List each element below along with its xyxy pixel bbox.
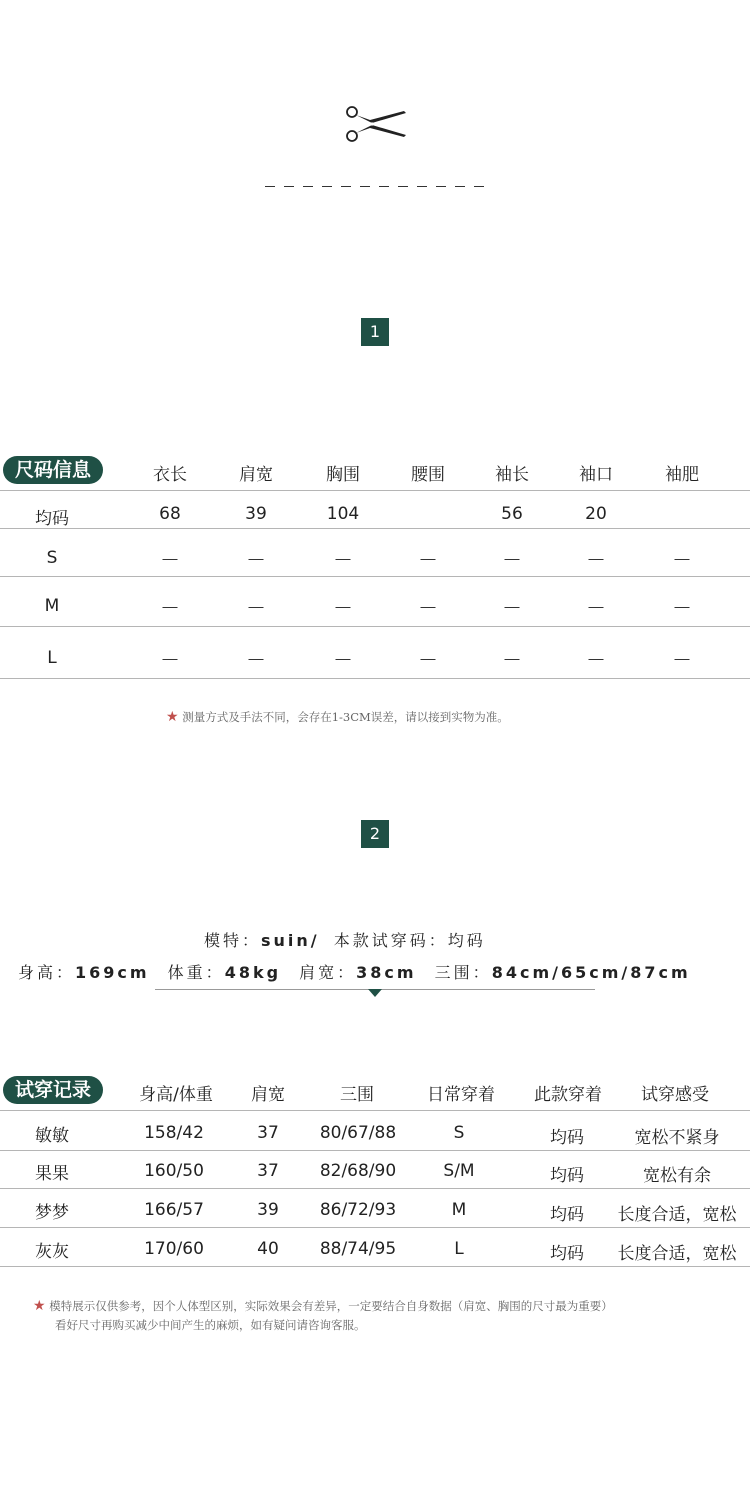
scissors-icon [342, 104, 410, 144]
empty-value-dash [589, 659, 604, 660]
empty-value-dash [505, 559, 520, 560]
tryon-column-header: 试穿感受 [641, 1085, 709, 1105]
tryon-cell: 长度合适，宽松 [617, 1205, 737, 1225]
cut-line [265, 186, 487, 187]
tryon-column-header: 肩宽 [251, 1085, 285, 1105]
tryon-row-name: 敏敏 [35, 1126, 69, 1146]
measure-value: 84cm/65cm/87cm [491, 963, 691, 982]
tryon-column-header: 此款穿着 [534, 1085, 602, 1105]
tryon-table-rule [0, 1227, 750, 1228]
height-label: 身高： [18, 963, 76, 982]
tryon-cell: 宽松不紧身 [634, 1128, 720, 1148]
shoulder-value: 38cm [356, 963, 417, 982]
section-1-badge: 1 [361, 318, 389, 346]
size-row-label: S [46, 548, 58, 568]
tryon-cell: L [454, 1239, 464, 1259]
size-column-header: 袖肥 [665, 465, 699, 485]
tryon-cell: 80/67/88 [319, 1123, 397, 1143]
tryon-note-line2: 看好尺寸再购买减少中间产生的麻烦，如有疑问请咨询客服。 [55, 1318, 366, 1332]
tryon-record-title: 试穿记录 [3, 1076, 103, 1104]
tryon-cell: S [453, 1123, 465, 1143]
empty-value-dash [589, 607, 604, 608]
tryon-cell: M [451, 1200, 467, 1220]
weight-label: 体重： [167, 963, 225, 982]
tryon-table-rule [0, 1188, 750, 1189]
measurement-note-text: 测量方式及手法不同，会存在1-3CM误差，请以接到实物为准。 [182, 710, 509, 724]
size-table-rule [0, 490, 750, 491]
empty-value-dash [421, 607, 436, 608]
size-row-label: 均码 [35, 509, 69, 529]
empty-value-dash [505, 659, 520, 660]
tryon-cell: 40 [257, 1239, 279, 1259]
tryon-cell: 166/57 [144, 1200, 204, 1220]
tryon-column-header: 三围 [340, 1085, 374, 1105]
tryon-cell: 170/60 [144, 1239, 204, 1259]
tryon-row-name: 灰灰 [35, 1242, 69, 1262]
empty-value-dash [589, 559, 604, 560]
empty-value-dash [249, 559, 264, 560]
size-column-header: 袖口 [579, 465, 613, 485]
size-table-rule [0, 678, 750, 679]
triangle-down-icon [368, 989, 382, 997]
model-measurements-line [18, 960, 691, 983]
model-info-line [204, 928, 486, 951]
empty-value-dash [421, 559, 436, 560]
empty-value-dash [336, 659, 351, 660]
weight-value: 48kg [224, 963, 282, 982]
height-value: 169cm [75, 963, 150, 982]
tryon-cell: 37 [257, 1161, 279, 1181]
empty-value-dash [505, 607, 520, 608]
tryon-column-header: 身高/体重 [139, 1085, 213, 1105]
size-cell: 20 [585, 504, 607, 524]
empty-value-dash [336, 559, 351, 560]
size-info-title: 尺码信息 [3, 456, 103, 484]
tryon-cell: 宽松有余 [643, 1166, 711, 1186]
size-column-header: 衣长 [153, 465, 187, 485]
empty-value-dash [163, 559, 178, 560]
tryon-note [33, 1298, 613, 1314]
tryon-table-rule [0, 1266, 750, 1267]
size-column-header: 胸围 [326, 465, 360, 485]
empty-value-dash [163, 607, 178, 608]
size-table-rule [0, 528, 750, 529]
tryon-cell: 均码 [550, 1205, 584, 1225]
size-row-label: L [47, 648, 57, 668]
size-label: 本款试穿码： [333, 931, 448, 950]
empty-value-dash [675, 607, 690, 608]
size-cell: 56 [501, 504, 523, 524]
tryon-note-line1: 模特展示仅供参考，因个人体型区别，实际效果会有差异，一定要结合自身数据（肩宽、胸围的尺寸最为重要） [49, 1299, 613, 1313]
tryon-table-rule [0, 1110, 750, 1111]
tryon-cell: 均码 [550, 1166, 584, 1186]
size-cell: 39 [245, 504, 267, 524]
empty-value-dash [249, 659, 264, 660]
tryon-cell: 86/72/93 [319, 1200, 397, 1220]
shoulder-label: 肩宽： [299, 963, 357, 982]
empty-value-dash [249, 607, 264, 608]
tryon-cell: 均码 [550, 1244, 584, 1264]
size-cell: 104 [326, 504, 360, 524]
empty-value-dash [675, 659, 690, 660]
tryon-cell: S/M [443, 1161, 475, 1181]
section-2-badge: 2 [361, 820, 389, 848]
measure-label: 三围： [434, 963, 492, 982]
size-table-rule [0, 626, 750, 627]
star-icon: ★ [166, 709, 179, 725]
size-column-header: 肩宽 [239, 465, 273, 485]
tryon-cell: 160/50 [144, 1161, 204, 1181]
empty-value-dash [421, 659, 436, 660]
empty-value-dash [163, 659, 178, 660]
tryon-cell: 158/42 [144, 1123, 204, 1143]
tryon-cell: 82/68/90 [319, 1161, 397, 1181]
tryon-row-name: 果果 [35, 1164, 69, 1184]
size-value: 均码 [447, 931, 486, 950]
size-row-label: M [44, 596, 60, 616]
tryon-cell: 37 [257, 1123, 279, 1143]
size-column-header: 腰围 [411, 465, 445, 485]
tryon-column-header: 日常穿着 [427, 1085, 495, 1105]
tryon-row-name: 梦梦 [35, 1203, 69, 1223]
model-name: suin/ [261, 931, 320, 950]
tryon-cell: 长度合适，宽松 [617, 1244, 737, 1264]
star-icon: ★ [33, 1298, 46, 1314]
size-cell: 68 [159, 504, 181, 524]
measurement-note [166, 709, 509, 725]
tryon-cell: 均码 [550, 1128, 584, 1148]
tryon-cell: 88/74/95 [319, 1239, 397, 1259]
tryon-cell: 39 [257, 1200, 279, 1220]
model-label: 模特： [204, 931, 262, 950]
empty-value-dash [336, 607, 351, 608]
size-column-header: 袖长 [495, 465, 529, 485]
tryon-table-rule [0, 1150, 750, 1151]
empty-value-dash [675, 559, 690, 560]
size-table-rule [0, 576, 750, 577]
